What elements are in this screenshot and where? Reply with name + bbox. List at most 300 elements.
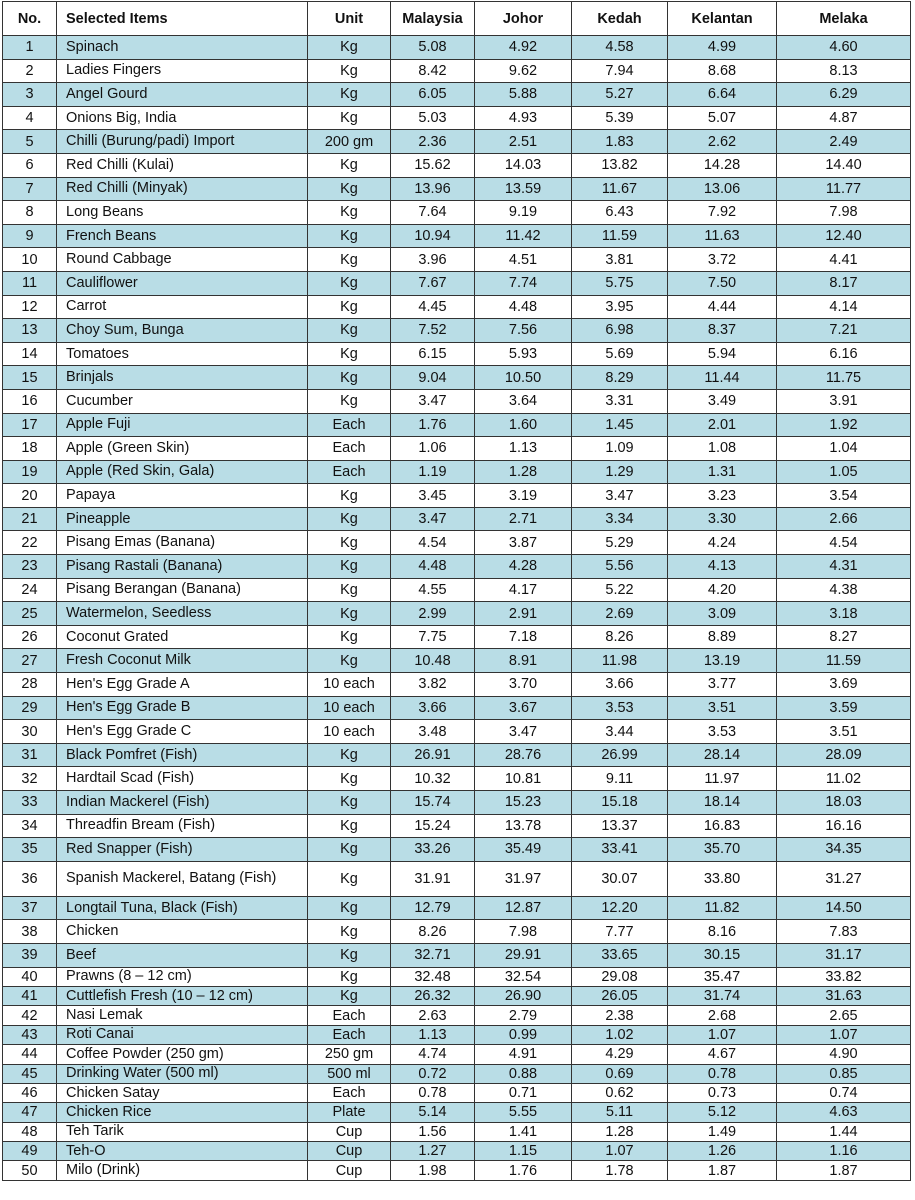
cell-unit: Kg	[308, 838, 391, 862]
cell-johor: 26.90	[475, 986, 572, 1005]
cell-kedah: 3.53	[572, 696, 668, 720]
cell-kedah: 1.28	[572, 1122, 668, 1141]
table-row	[3, 484, 911, 508]
cell-item: Beef	[57, 943, 308, 967]
cell-no: 30	[3, 720, 57, 744]
cell-kedah: 6.98	[572, 319, 668, 343]
cell-melaka: 1.87	[777, 1161, 911, 1180]
cell-malaysia: 6.05	[391, 83, 475, 107]
cell-kelantan: 0.73	[668, 1083, 777, 1102]
cell-melaka: 0.85	[777, 1064, 911, 1083]
cell-melaka: 18.03	[777, 791, 911, 815]
cell-melaka: 1.92	[777, 413, 911, 437]
cell-kelantan: 11.44	[668, 366, 777, 390]
cell-kedah: 33.41	[572, 838, 668, 862]
cell-kelantan: 11.97	[668, 767, 777, 791]
cell-kelantan: 11.82	[668, 896, 777, 920]
cell-kedah: 4.58	[572, 36, 668, 60]
cell-no: 7	[3, 177, 57, 201]
cell-unit: Kg	[308, 201, 391, 225]
cell-unit: Kg	[308, 36, 391, 60]
cell-item: French Beans	[57, 224, 308, 248]
cell-johor: 14.03	[475, 153, 572, 177]
cell-melaka: 7.98	[777, 201, 911, 225]
cell-malaysia: 3.66	[391, 696, 475, 720]
cell-no: 31	[3, 743, 57, 767]
cell-kelantan: 0.78	[668, 1064, 777, 1083]
table-row	[3, 248, 911, 272]
cell-item: Pisang Emas (Banana)	[57, 531, 308, 555]
cell-kelantan: 35.47	[668, 967, 777, 986]
cell-melaka: 31.27	[777, 861, 911, 896]
cell-johor: 7.98	[475, 920, 572, 944]
cell-kedah: 1.02	[572, 1025, 668, 1044]
table-row	[3, 130, 911, 154]
cell-item: Drinking Water (500 ml)	[57, 1064, 308, 1083]
cell-melaka: 7.83	[777, 920, 911, 944]
cell-melaka: 3.51	[777, 720, 911, 744]
cell-johor: 3.67	[475, 696, 572, 720]
cell-no: 40	[3, 967, 57, 986]
table-row	[3, 1045, 911, 1064]
cell-kelantan: 3.51	[668, 696, 777, 720]
cell-malaysia: 7.64	[391, 201, 475, 225]
cell-johor: 3.87	[475, 531, 572, 555]
cell-kelantan: 3.72	[668, 248, 777, 272]
cell-no: 13	[3, 319, 57, 343]
cell-kelantan: 8.68	[668, 59, 777, 83]
cell-melaka: 0.74	[777, 1083, 911, 1102]
cell-unit: Kg	[308, 943, 391, 967]
cell-no: 44	[3, 1045, 57, 1064]
cell-kelantan: 3.53	[668, 720, 777, 744]
cell-malaysia: 0.72	[391, 1064, 475, 1083]
cell-unit: Kg	[308, 507, 391, 531]
cell-melaka: 8.27	[777, 625, 911, 649]
cell-melaka: 8.17	[777, 271, 911, 295]
cell-malaysia: 13.96	[391, 177, 475, 201]
cell-johor: 4.92	[475, 36, 572, 60]
cell-melaka: 14.40	[777, 153, 911, 177]
cell-johor: 32.54	[475, 967, 572, 986]
header-melaka: Melaka	[777, 2, 911, 36]
cell-kelantan: 4.13	[668, 555, 777, 579]
table-row	[3, 1142, 911, 1161]
table-row	[3, 1122, 911, 1141]
cell-malaysia: 8.26	[391, 920, 475, 944]
cell-kedah: 11.67	[572, 177, 668, 201]
cell-item: Apple Fuji	[57, 413, 308, 437]
cell-kedah: 5.75	[572, 271, 668, 295]
cell-johor: 31.97	[475, 861, 572, 896]
cell-kedah: 1.09	[572, 437, 668, 461]
cell-kelantan: 4.44	[668, 295, 777, 319]
cell-johor: 10.81	[475, 767, 572, 791]
cell-kedah: 5.39	[572, 106, 668, 130]
cell-kelantan: 4.20	[668, 578, 777, 602]
cell-item: Spinach	[57, 36, 308, 60]
cell-unit: Kg	[308, 555, 391, 579]
cell-johor: 3.47	[475, 720, 572, 744]
cell-malaysia: 15.74	[391, 791, 475, 815]
cell-melaka: 3.18	[777, 602, 911, 626]
header-selected-items: Selected Items	[57, 2, 308, 36]
cell-no: 22	[3, 531, 57, 555]
cell-malaysia: 32.48	[391, 967, 475, 986]
cell-kedah: 2.38	[572, 1006, 668, 1025]
cell-kedah: 1.78	[572, 1161, 668, 1180]
cell-unit: Cup	[308, 1161, 391, 1180]
table-row	[3, 531, 911, 555]
cell-item: Pisang Rastali (Banana)	[57, 555, 308, 579]
cell-unit: Kg	[308, 59, 391, 83]
table-row	[3, 437, 911, 461]
cell-unit: Kg	[308, 271, 391, 295]
cell-unit: Kg	[308, 743, 391, 767]
cell-johor: 28.76	[475, 743, 572, 767]
cell-johor: 5.93	[475, 342, 572, 366]
cell-item: Tomatoes	[57, 342, 308, 366]
cell-johor: 1.60	[475, 413, 572, 437]
cell-kelantan: 5.07	[668, 106, 777, 130]
header-malaysia: Malaysia	[391, 2, 475, 36]
cell-no: 9	[3, 224, 57, 248]
table-row	[3, 720, 911, 744]
cell-malaysia: 5.03	[391, 106, 475, 130]
cell-kelantan: 3.30	[668, 507, 777, 531]
cell-no: 3	[3, 83, 57, 107]
cell-malaysia: 15.24	[391, 814, 475, 838]
cell-malaysia: 7.52	[391, 319, 475, 343]
cell-malaysia: 15.62	[391, 153, 475, 177]
cell-johor: 4.17	[475, 578, 572, 602]
cell-johor: 2.71	[475, 507, 572, 531]
cell-kedah: 1.29	[572, 460, 668, 484]
cell-kelantan: 13.19	[668, 649, 777, 673]
cell-no: 36	[3, 861, 57, 896]
cell-kedah: 8.26	[572, 625, 668, 649]
cell-johor: 7.18	[475, 625, 572, 649]
cell-malaysia: 1.56	[391, 1122, 475, 1141]
cell-melaka: 4.90	[777, 1045, 911, 1064]
table-row	[3, 986, 911, 1005]
cell-johor: 2.51	[475, 130, 572, 154]
cell-no: 16	[3, 389, 57, 413]
cell-kedah: 3.44	[572, 720, 668, 744]
price-table	[2, 1, 911, 1181]
cell-johor: 9.62	[475, 59, 572, 83]
cell-item: Red Snapper (Fish)	[57, 838, 308, 862]
cell-no: 45	[3, 1064, 57, 1083]
table-row	[3, 295, 911, 319]
cell-item: Coconut Grated	[57, 625, 308, 649]
cell-unit: Kg	[308, 814, 391, 838]
cell-malaysia: 3.47	[391, 507, 475, 531]
cell-no: 42	[3, 1006, 57, 1025]
table-row	[3, 1006, 911, 1025]
cell-kelantan: 11.63	[668, 224, 777, 248]
cell-no: 10	[3, 248, 57, 272]
cell-melaka: 33.82	[777, 967, 911, 986]
cell-johor: 13.78	[475, 814, 572, 838]
cell-unit: Cup	[308, 1122, 391, 1141]
table-row	[3, 943, 911, 967]
cell-item: Hen's Egg Grade A	[57, 673, 308, 697]
cell-melaka: 3.91	[777, 389, 911, 413]
cell-kelantan: 18.14	[668, 791, 777, 815]
cell-no: 34	[3, 814, 57, 838]
cell-malaysia: 3.82	[391, 673, 475, 697]
cell-item: Angel Gourd	[57, 83, 308, 107]
header-kelantan: Kelantan	[668, 2, 777, 36]
cell-malaysia: 4.74	[391, 1045, 475, 1064]
header-kedah: Kedah	[572, 2, 668, 36]
cell-malaysia: 1.13	[391, 1025, 475, 1044]
cell-johor: 0.71	[475, 1083, 572, 1102]
cell-item: Red Chilli (Minyak)	[57, 177, 308, 201]
cell-unit: Each	[308, 1025, 391, 1044]
cell-kelantan: 1.26	[668, 1142, 777, 1161]
cell-no: 25	[3, 602, 57, 626]
cell-item: Ladies Fingers	[57, 59, 308, 83]
cell-kedah: 3.31	[572, 389, 668, 413]
cell-johor: 9.19	[475, 201, 572, 225]
cell-malaysia: 9.04	[391, 366, 475, 390]
cell-no: 17	[3, 413, 57, 437]
cell-unit: Kg	[308, 106, 391, 130]
cell-johor: 5.55	[475, 1103, 572, 1122]
cell-malaysia: 8.42	[391, 59, 475, 83]
cell-item: Milo (Drink)	[57, 1161, 308, 1180]
cell-unit: 500 ml	[308, 1064, 391, 1083]
cell-item: Choy Sum, Bunga	[57, 319, 308, 343]
header-row	[3, 2, 911, 36]
table-row	[3, 1064, 911, 1083]
cell-melaka: 12.40	[777, 224, 911, 248]
cell-melaka: 4.54	[777, 531, 911, 555]
cell-malaysia: 10.94	[391, 224, 475, 248]
cell-melaka: 4.14	[777, 295, 911, 319]
cell-melaka: 1.44	[777, 1122, 911, 1141]
cell-johor: 3.19	[475, 484, 572, 508]
cell-melaka: 2.66	[777, 507, 911, 531]
cell-no: 48	[3, 1122, 57, 1141]
cell-melaka: 4.60	[777, 36, 911, 60]
cell-unit: Kg	[308, 153, 391, 177]
cell-unit: Kg	[308, 861, 391, 896]
cell-kedah: 13.82	[572, 153, 668, 177]
table-row	[3, 767, 911, 791]
cell-no: 2	[3, 59, 57, 83]
cell-kedah: 7.94	[572, 59, 668, 83]
table-row	[3, 649, 911, 673]
cell-melaka: 6.29	[777, 83, 911, 107]
cell-item: Red Chilli (Kulai)	[57, 153, 308, 177]
cell-johor: 1.13	[475, 437, 572, 461]
table-row	[3, 602, 911, 626]
table-row	[3, 861, 911, 896]
cell-no: 38	[3, 920, 57, 944]
cell-malaysia: 1.27	[391, 1142, 475, 1161]
cell-kelantan: 4.67	[668, 1045, 777, 1064]
cell-unit: Kg	[308, 83, 391, 107]
cell-malaysia: 4.54	[391, 531, 475, 555]
cell-item: Round Cabbage	[57, 248, 308, 272]
cell-kelantan: 3.23	[668, 484, 777, 508]
cell-item: Onions Big, India	[57, 106, 308, 130]
table-row	[3, 271, 911, 295]
table-row	[3, 342, 911, 366]
cell-johor: 1.76	[475, 1161, 572, 1180]
cell-no: 33	[3, 791, 57, 815]
cell-no: 12	[3, 295, 57, 319]
cell-melaka: 11.02	[777, 767, 911, 791]
cell-no: 27	[3, 649, 57, 673]
table-row	[3, 201, 911, 225]
table-row	[3, 696, 911, 720]
cell-melaka: 3.54	[777, 484, 911, 508]
cell-malaysia: 3.45	[391, 484, 475, 508]
cell-johor: 12.87	[475, 896, 572, 920]
cell-johor: 1.28	[475, 460, 572, 484]
cell-unit: Kg	[308, 791, 391, 815]
cell-johor: 1.15	[475, 1142, 572, 1161]
cell-malaysia: 1.98	[391, 1161, 475, 1180]
cell-melaka: 14.50	[777, 896, 911, 920]
cell-johor: 4.48	[475, 295, 572, 319]
table-row	[3, 366, 911, 390]
cell-unit: 10 each	[308, 720, 391, 744]
table-row	[3, 743, 911, 767]
cell-kelantan: 16.83	[668, 814, 777, 838]
cell-no: 43	[3, 1025, 57, 1044]
cell-item: Cauliflower	[57, 271, 308, 295]
cell-unit: Kg	[308, 389, 391, 413]
cell-no: 21	[3, 507, 57, 531]
cell-malaysia: 5.08	[391, 36, 475, 60]
table-row	[3, 224, 911, 248]
cell-item: Threadfin Bream (Fish)	[57, 814, 308, 838]
cell-johor: 5.88	[475, 83, 572, 107]
cell-no: 20	[3, 484, 57, 508]
cell-item: Cucumber	[57, 389, 308, 413]
cell-no: 46	[3, 1083, 57, 1102]
table-row	[3, 896, 911, 920]
cell-kedah: 1.45	[572, 413, 668, 437]
cell-item: Carrot	[57, 295, 308, 319]
cell-kelantan: 8.16	[668, 920, 777, 944]
cell-kelantan: 1.08	[668, 437, 777, 461]
cell-melaka: 6.16	[777, 342, 911, 366]
cell-item: Teh Tarik	[57, 1122, 308, 1141]
cell-melaka: 1.07	[777, 1025, 911, 1044]
cell-kelantan: 5.94	[668, 342, 777, 366]
cell-malaysia: 26.32	[391, 986, 475, 1005]
cell-melaka: 31.17	[777, 943, 911, 967]
cell-johor: 8.91	[475, 649, 572, 673]
cell-unit: Kg	[308, 295, 391, 319]
cell-johor: 4.28	[475, 555, 572, 579]
cell-no: 26	[3, 625, 57, 649]
cell-kedah: 5.69	[572, 342, 668, 366]
table-row	[3, 838, 911, 862]
cell-malaysia: 7.67	[391, 271, 475, 295]
cell-malaysia: 4.55	[391, 578, 475, 602]
header-unit: Unit	[308, 2, 391, 36]
cell-melaka: 2.65	[777, 1006, 911, 1025]
cell-johor: 0.99	[475, 1025, 572, 1044]
cell-kelantan: 30.15	[668, 943, 777, 967]
cell-kelantan: 1.31	[668, 460, 777, 484]
cell-malaysia: 5.14	[391, 1103, 475, 1122]
cell-kelantan: 4.24	[668, 531, 777, 555]
cell-item: Brinjals	[57, 366, 308, 390]
cell-johor: 3.70	[475, 673, 572, 697]
cell-item: Hen's Egg Grade B	[57, 696, 308, 720]
cell-johor: 4.91	[475, 1045, 572, 1064]
header-no: No.	[3, 2, 57, 36]
cell-no: 28	[3, 673, 57, 697]
cell-malaysia: 4.45	[391, 295, 475, 319]
cell-no: 24	[3, 578, 57, 602]
table-row	[3, 59, 911, 83]
cell-malaysia: 12.79	[391, 896, 475, 920]
cell-unit: Kg	[308, 602, 391, 626]
cell-item: Chicken Satay	[57, 1083, 308, 1102]
cell-no: 37	[3, 896, 57, 920]
cell-kelantan: 14.28	[668, 153, 777, 177]
cell-unit: Kg	[308, 920, 391, 944]
cell-item: Watermelon, Seedless	[57, 602, 308, 626]
cell-kelantan: 2.62	[668, 130, 777, 154]
cell-kedah: 5.56	[572, 555, 668, 579]
cell-kedah: 11.59	[572, 224, 668, 248]
cell-kelantan: 3.09	[668, 602, 777, 626]
cell-item: Indian Mackerel (Fish)	[57, 791, 308, 815]
cell-malaysia: 6.15	[391, 342, 475, 366]
cell-malaysia: 10.32	[391, 767, 475, 791]
cell-kedah: 5.27	[572, 83, 668, 107]
cell-kedah: 29.08	[572, 967, 668, 986]
cell-melaka: 31.63	[777, 986, 911, 1005]
cell-malaysia: 3.48	[391, 720, 475, 744]
cell-no: 47	[3, 1103, 57, 1122]
cell-unit: Plate	[308, 1103, 391, 1122]
cell-johor: 3.64	[475, 389, 572, 413]
cell-kedah: 1.83	[572, 130, 668, 154]
cell-johor: 1.41	[475, 1122, 572, 1141]
cell-item: Black Pomfret (Fish)	[57, 743, 308, 767]
cell-kedah: 3.34	[572, 507, 668, 531]
cell-kelantan: 1.07	[668, 1025, 777, 1044]
cell-kedah: 5.29	[572, 531, 668, 555]
cell-item: Pisang Berangan (Banana)	[57, 578, 308, 602]
cell-melaka: 28.09	[777, 743, 911, 767]
cell-no: 8	[3, 201, 57, 225]
cell-unit: Kg	[308, 625, 391, 649]
cell-kedah: 0.62	[572, 1083, 668, 1102]
cell-johor: 29.91	[475, 943, 572, 967]
cell-malaysia: 3.96	[391, 248, 475, 272]
cell-unit: Kg	[308, 224, 391, 248]
cell-kelantan: 31.74	[668, 986, 777, 1005]
cell-melaka: 11.59	[777, 649, 911, 673]
cell-melaka: 3.69	[777, 673, 911, 697]
cell-kedah: 0.69	[572, 1064, 668, 1083]
table-row	[3, 177, 911, 201]
cell-melaka: 3.59	[777, 696, 911, 720]
cell-kelantan: 4.99	[668, 36, 777, 60]
